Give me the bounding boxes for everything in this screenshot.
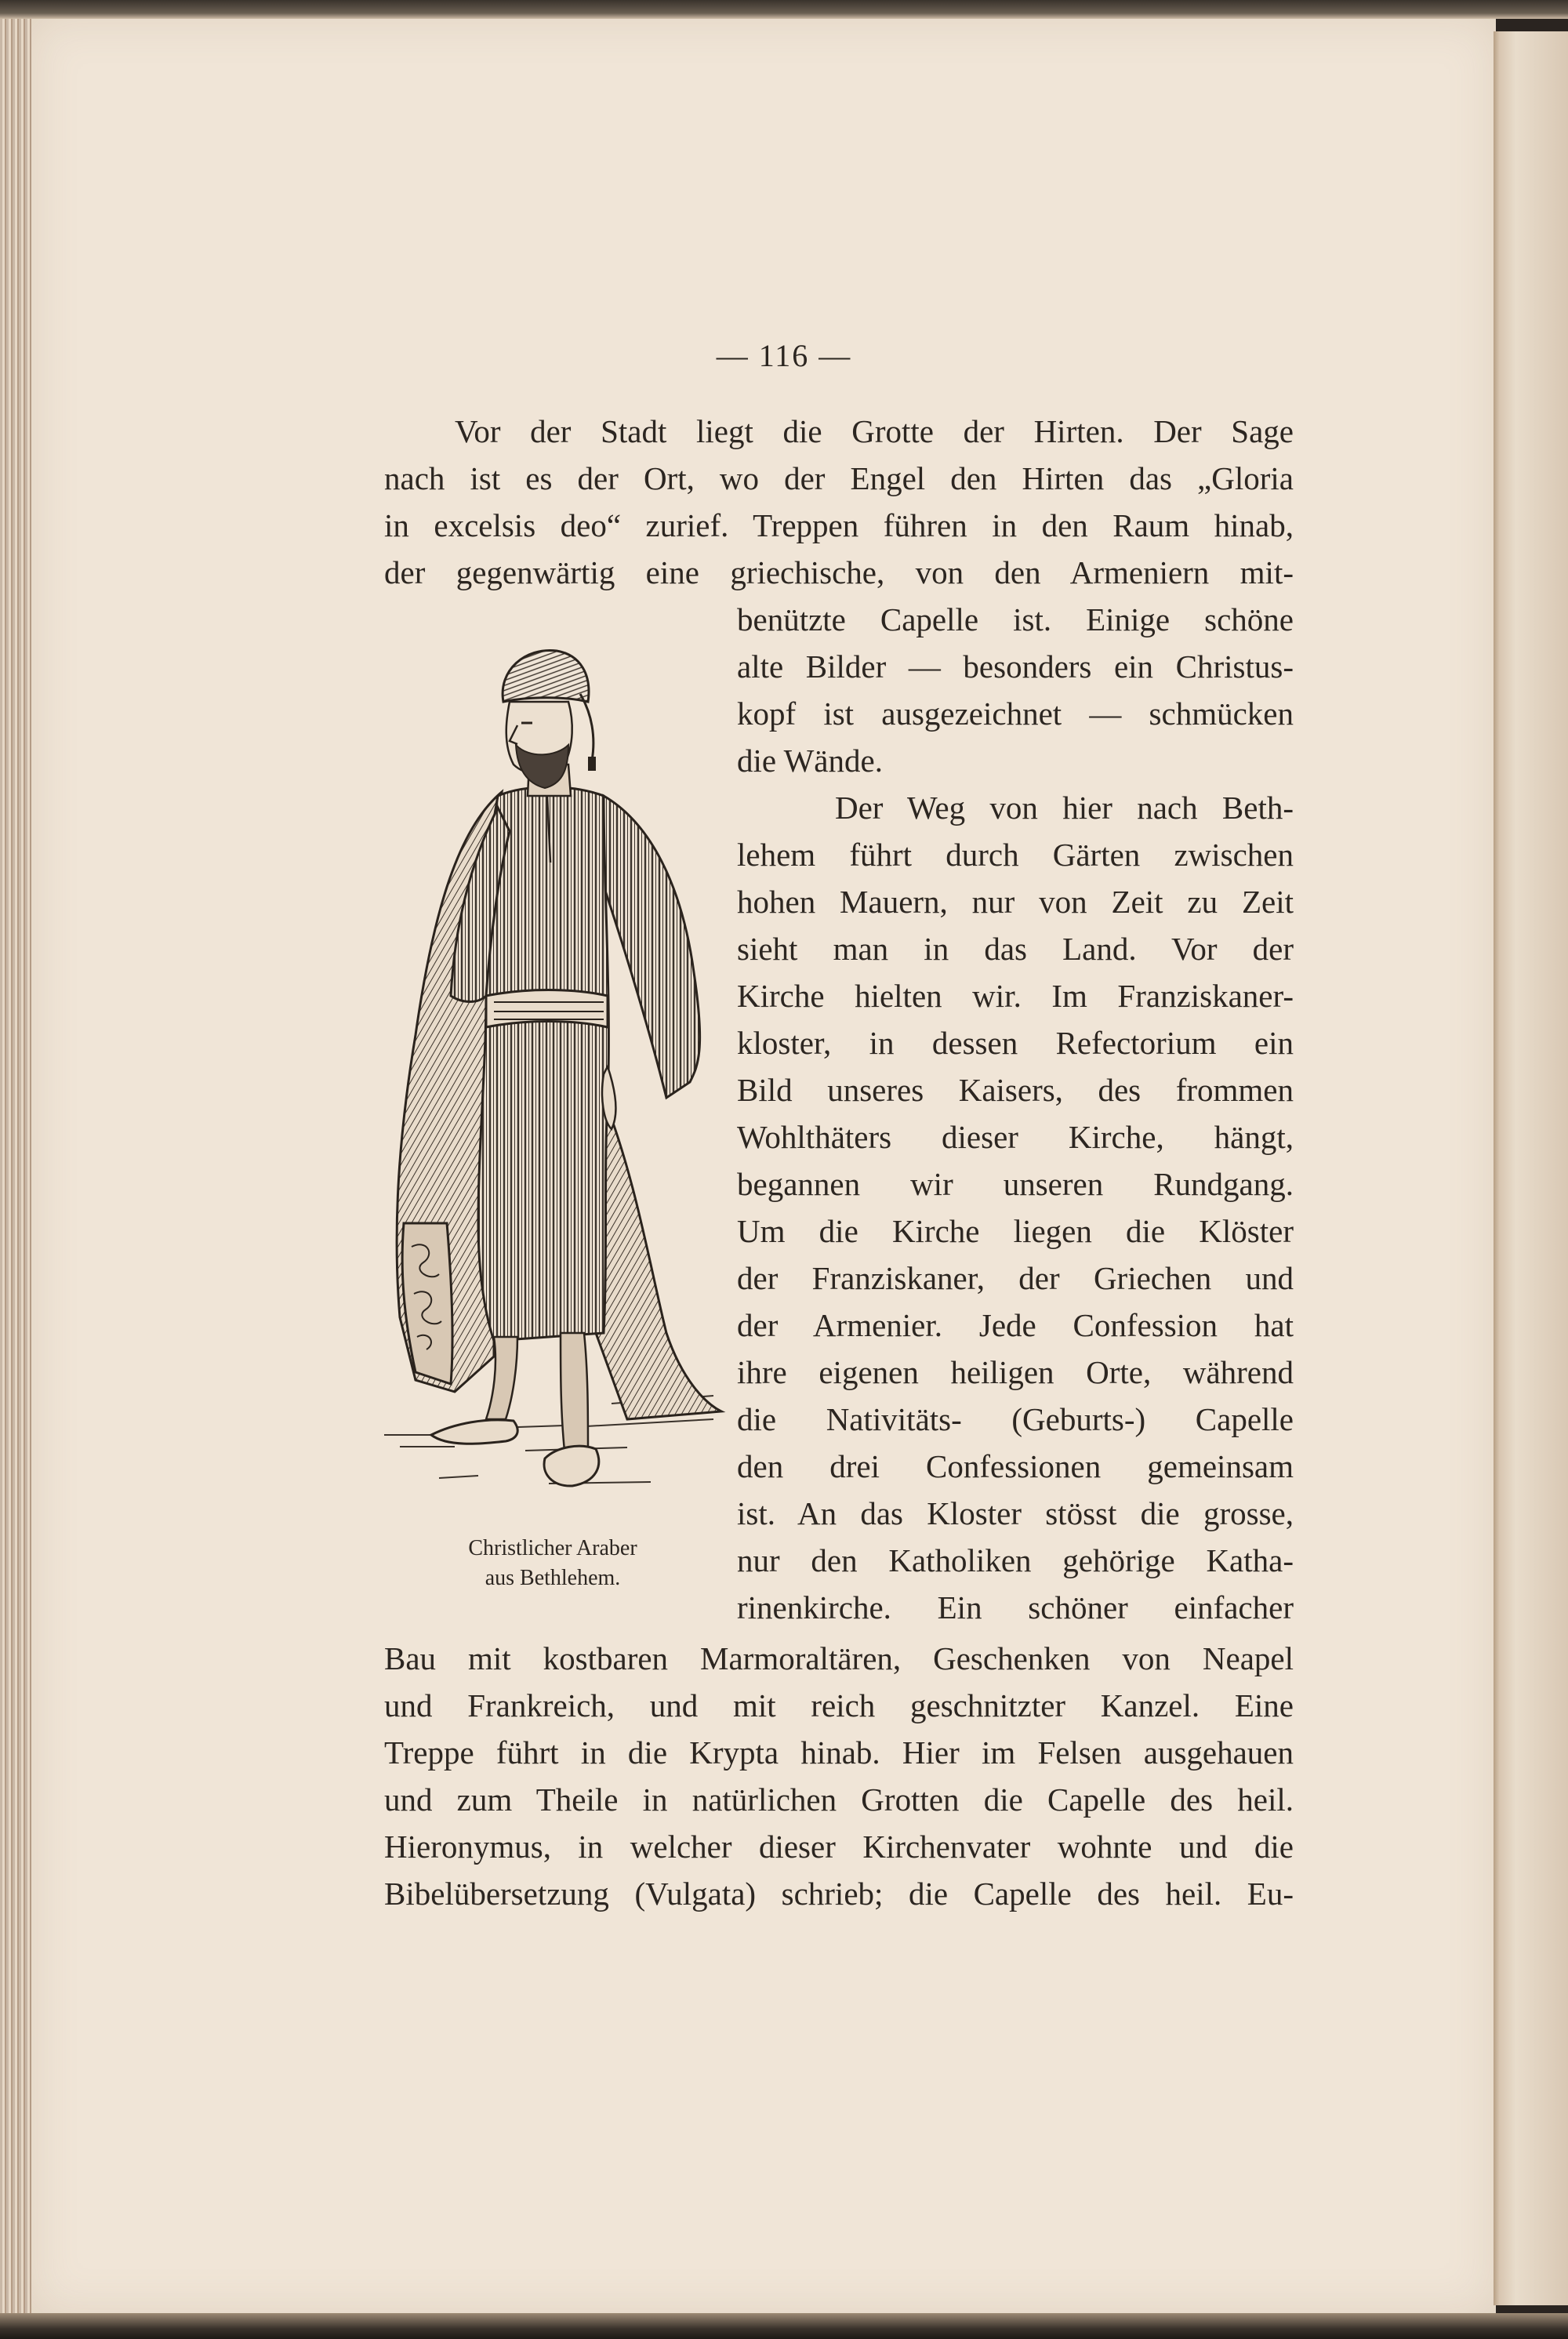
cloak-back — [596, 1098, 721, 1419]
body-line: und Frankreich, und mit reich geschnitzter Kanzel. Eine — [384, 1687, 1294, 1723]
column-line: Der Weg von hier nach Beth- — [835, 790, 1294, 826]
column-line: sieht man in das Land. Vor der — [737, 931, 1294, 967]
column-line: Wohlthäters dieser Kirche, hängt, — [737, 1119, 1294, 1155]
column-line: der Franziskaner, der Griechen und — [737, 1260, 1294, 1296]
column-line: den drei Confessionen gemeinsam — [737, 1448, 1294, 1484]
body-line: nach ist es der Ort, wo der Engel den Hirten das „Gloria — [384, 460, 1294, 496]
column-line: Kirche hielten wir. Im Franziskaner- — [737, 978, 1294, 1014]
body-line: und zum Theile in natürlichen Grotten die Capelle des heil. — [384, 1781, 1294, 1818]
column-line: kopf ist ausgezeichnet — schmücken — [737, 696, 1294, 732]
column-line: ihre eigenen heiligen Orte, während — [737, 1354, 1294, 1390]
sash — [486, 990, 608, 1028]
column-line: kloster, in dessen Refectorium ein — [737, 1025, 1294, 1061]
body-line: Hieronymus, in welcher dieser Kirchenvater wohnte und die — [384, 1829, 1294, 1865]
caption-line: Christlicher Araber — [468, 1536, 637, 1560]
turban — [503, 650, 589, 702]
body-line: Bibelübersetzung (Vulgata) schrieb; die Capelle des heil. Eu- — [384, 1876, 1294, 1912]
column-line: der Armenier. Jede Confession hat — [737, 1307, 1294, 1343]
column-line: nur den Katholiken gehörige Katha- — [737, 1542, 1294, 1578]
turban-tassel — [588, 757, 596, 771]
column-line: ist. An das Kloster stösst die grosse, — [737, 1495, 1294, 1531]
column-line: die Wände. — [737, 743, 883, 779]
column-line: rinenkirche. Ein schöner einfacher — [737, 1589, 1294, 1625]
cloak-right — [604, 796, 700, 1098]
body-line: Vor der Stadt liegt die Grotte der Hirten. Der Sage — [455, 413, 1294, 449]
column-line: lehem führt durch Gärten zwischen — [737, 837, 1294, 873]
column-line: begannen wir unseren Rundgang. — [737, 1166, 1294, 1202]
engraving-illustration — [368, 627, 737, 1521]
column-line: die Nativitäts- (Geburts-) Capelle — [737, 1401, 1294, 1437]
column-line: Um die Kirche liegen die Klöster — [737, 1213, 1294, 1249]
page-number: — 116 — — [716, 338, 852, 373]
body-line: der gegenwärtig eine griechische, von den Armeniern mit- — [384, 554, 1294, 590]
column-line: hohen Mauern, nur von Zeit zu Zeit — [737, 884, 1294, 920]
column-line: Bild unseres Kaisers, des frommen — [737, 1072, 1294, 1108]
left-slipper — [431, 1420, 517, 1444]
column-line: benützte Capelle ist. Einige schöne — [737, 601, 1294, 637]
body-line: in excelsis deo“ zurief. Treppen führen in den Raum hinab, — [384, 507, 1294, 543]
body-line: Bau mit kostbaren Marmoraltären, Geschenken von Neapel — [384, 1640, 1294, 1676]
right-slipper — [544, 1446, 599, 1486]
book-cover-top — [0, 0, 1568, 19]
column-line: alte Bilder — besonders ein Christus- — [737, 648, 1294, 685]
book-cover-bottom — [0, 2313, 1568, 2339]
turban-tail — [580, 694, 593, 761]
right-leg — [561, 1333, 588, 1451]
figure-caption — [368, 1534, 737, 1593]
caption-line: aus Bethlehem. — [485, 1566, 621, 1590]
body-line: Treppe führt in die Krypta hinab. Hier im Felsen ausgehauen — [384, 1734, 1294, 1771]
